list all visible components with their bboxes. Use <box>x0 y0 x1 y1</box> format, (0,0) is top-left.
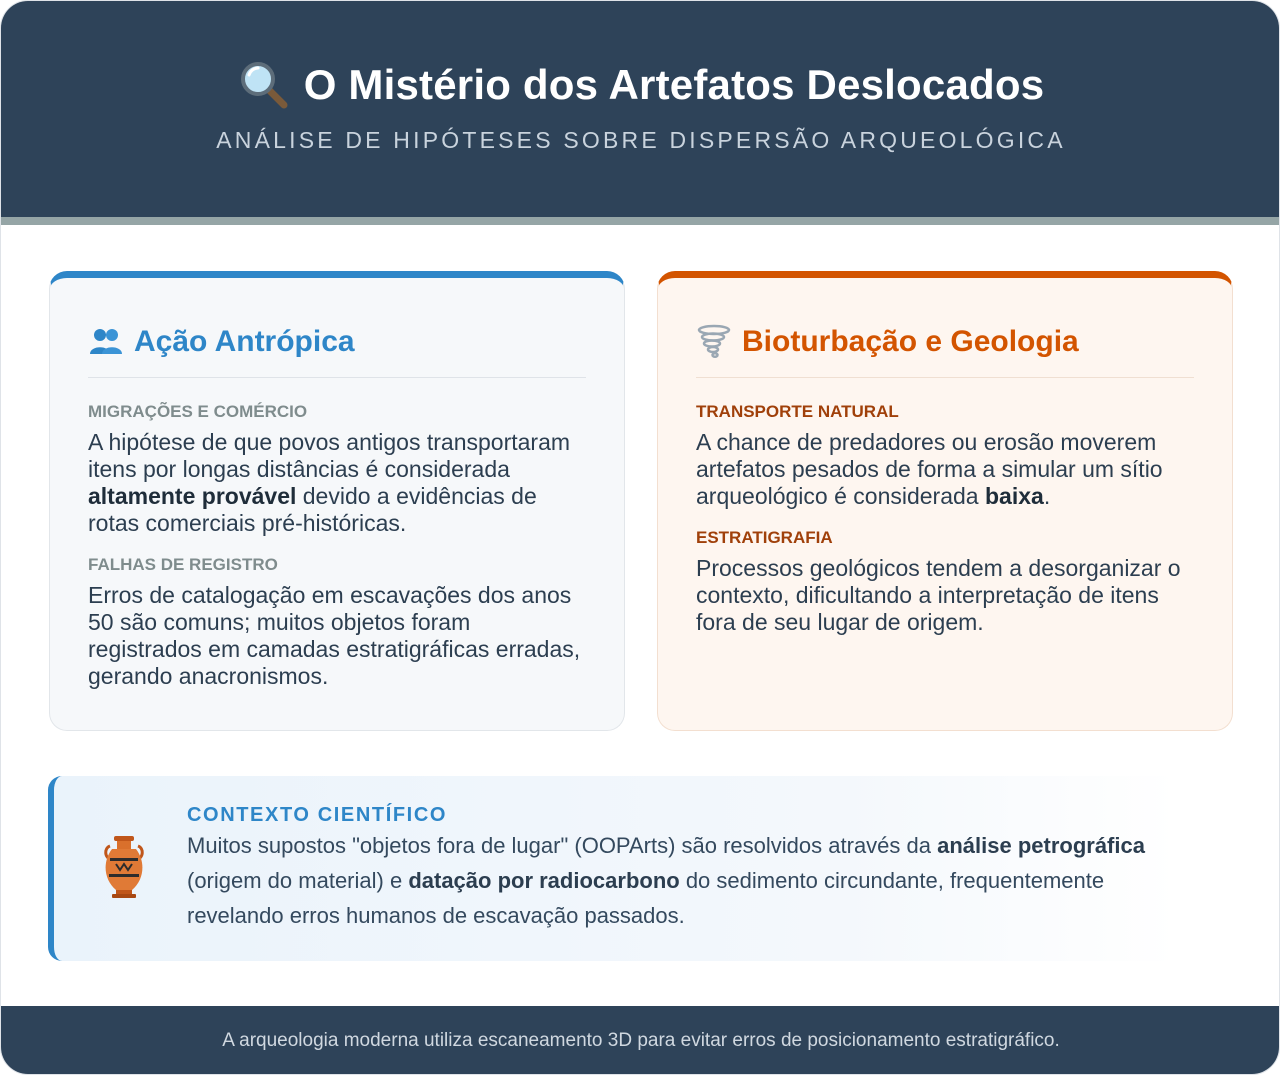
card-body <box>88 402 590 708</box>
card-body <box>696 402 1198 654</box>
context-label: CONTEXTO CIENTÍFICO <box>187 804 448 826</box>
section-text: Processos geológicos tendem a desorganizar o contexto, dificultando a interpretação de itens fora de seu lugar de origem. <box>696 555 1181 635</box>
page-subtitle: ANÁLISE DE HIPÓTESES SOBRE DISPERSÃO ARQUEOLÓGICA <box>216 127 1066 153</box>
anthropic-action-card <box>49 271 625 731</box>
context-text: Muitos supostos "objetos fora de lugar" (OOPArts) são resolvidos através da análise petrográfica (origem do material) e datação por radiocarbono do sedimento circundante, frequentemente revelando erros humanos de escavação passados. <box>187 833 1145 928</box>
page-title: O Mistério dos Artefatos Deslocados <box>303 61 1045 108</box>
section-text: A hipótese de que povos antigos transportaram itens por longas distâncias é considerada altamente provável devido a evidências de rotas comerciais pré-históricas. <box>88 429 571 536</box>
card-title: Ação Antrópica <box>134 324 355 358</box>
amphora-icon <box>102 834 146 900</box>
bioturbation-geology-card <box>657 271 1233 731</box>
section-text: A chance de predadores ou erosão moverem artefatos pesados de forma a simular um sítio arqueológico é considerada baixa. <box>696 429 1163 509</box>
tornado-icon <box>696 324 732 360</box>
section-label: MIGRAÇÕES E COMÉRCIO <box>88 402 308 421</box>
title-row <box>1 59 1280 111</box>
highlight-text: análise petrográfica <box>937 833 1145 858</box>
people-icon <box>88 324 124 360</box>
highlight-text: altamente provável <box>88 483 297 509</box>
header <box>1 1 1280 225</box>
section-label: FALHAS DE REGISTRO <box>88 555 278 574</box>
section-label: TRANSPORTE NATURAL <box>696 402 899 421</box>
magnifying-glass-icon <box>238 59 290 111</box>
footer <box>1 1006 1280 1075</box>
section-label: ESTRATIGRAFIA <box>696 528 833 547</box>
card-header <box>88 316 586 378</box>
card-header <box>696 316 1194 378</box>
card-title: Bioturbação e Geologia <box>742 324 1079 358</box>
footer-text: A arqueologia moderna utiliza escaneamento 3D para evitar erros de posicionamento estratigráfico. <box>222 1030 1060 1051</box>
scientific-context-box <box>48 776 1178 961</box>
highlight-text: datação por radiocarbono <box>408 868 680 893</box>
highlight-text: baixa <box>984 483 1044 509</box>
section-text: Erros de catalogação em escavações dos anos 50 são comuns; muitos objetos foram registrados em camadas estratigráficas erradas, gerando anacronismos. <box>88 582 581 689</box>
